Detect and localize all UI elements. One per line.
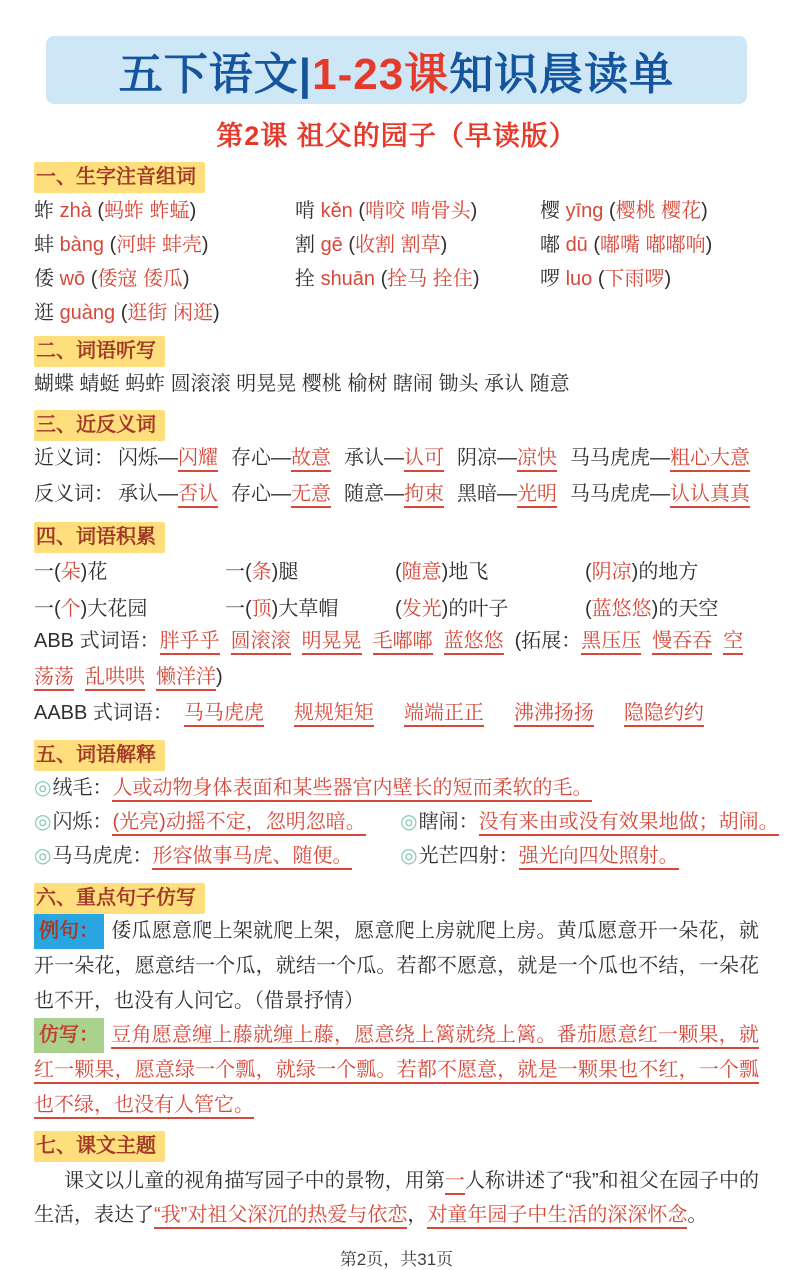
text-segment: )大花园 [80, 597, 148, 620]
quantifier-answer: 条 [251, 560, 272, 583]
zhuyin-entry [295, 231, 540, 259]
text-segment: ) [216, 665, 223, 688]
word-pair [570, 483, 750, 505]
quantifier-cell [585, 558, 759, 586]
zhuyin-pinyin: guàng [59, 302, 121, 324]
circle-bullet-icon: ◎ [34, 845, 52, 868]
title-segment-1: 五下语文| [118, 50, 313, 99]
text-segment: )地飞 [441, 560, 489, 583]
zhuyin-character: 啰 [540, 268, 566, 290]
definition-text: 没有来由或没有效果地做；胡闹。 [479, 811, 779, 836]
circle-bullet-icon: ◎ [400, 810, 418, 833]
pair-word-left: 承认— [344, 447, 404, 470]
text-segment: ( [395, 597, 402, 620]
zhuyin-character: 蚱 [34, 200, 60, 222]
text-segment: ( [120, 302, 128, 324]
zhuyin-entry [540, 265, 759, 293]
word-pair [457, 483, 557, 505]
text-segment: 一( [34, 560, 61, 583]
abb-word: 毛嘟嘟 [373, 630, 433, 655]
quantifier-cell [585, 595, 759, 623]
abb-expand-word: 乱哄哄 [85, 666, 145, 691]
pair-word-right: 闪耀 [178, 447, 218, 472]
circle-bullet-icon: ◎ [34, 776, 52, 799]
quantifier-cell [395, 558, 585, 586]
text-segment: ( [90, 268, 98, 290]
text-segment: 一( [225, 560, 252, 583]
circle-bullet-icon: ◎ [34, 810, 52, 833]
text-segment: ) [664, 268, 672, 290]
quantifier-answer: 阴凉 [591, 560, 632, 583]
abb-expand-word: 慢吞吞 [652, 630, 712, 655]
theme-paragraph [34, 1164, 759, 1233]
text-segment: )的叶子 [441, 597, 509, 620]
zhuyin-pinyin: zhà [59, 200, 98, 222]
word-pair [344, 483, 444, 505]
word-pair [570, 447, 750, 469]
section-heading-jinfan [34, 410, 759, 441]
section-heading-label: 一、生字注音组词 [34, 162, 205, 193]
definition-text: 人或动物身体表面和某些器官内壁长的短而柔软的毛。 [112, 777, 592, 802]
section-heading-fangxie [34, 883, 759, 914]
aabb-word: 端端正正 [404, 702, 484, 727]
synonym-line [34, 441, 759, 477]
imitation-text: 豆角愿意缠上藤就缠上藤，愿意绕上篱就绕上篱。番茄愿意红一颗果，就红一颗果，愿意绿一个瓢，就绿一个瓢。若都不愿意，就是一颗果也不红，一个瓢也不绿，也没有人管它。 [34, 1024, 759, 1119]
text-segment: ( [593, 234, 601, 256]
zhuyin-entry [295, 197, 540, 225]
abb-words-line [34, 623, 759, 695]
zhuyin-pinyin: luo [565, 268, 598, 290]
section-heading-label: 七、课文主题 [34, 1131, 165, 1162]
word-pair [231, 483, 331, 505]
quantifier-answer: 个 [60, 597, 81, 620]
pair-word-right: 认可 [404, 447, 444, 472]
pair-row-label: 近义词： [34, 447, 114, 470]
abb-expand-word: 懒洋洋 [156, 666, 216, 691]
quantifier-cell [34, 595, 225, 623]
zhuyin-words: 嘟嘴 嘟嘟响 [600, 234, 706, 256]
theme-segment: ， [407, 1204, 428, 1227]
quantifier-grid [34, 558, 759, 623]
zhuyin-pinyin: shuān [320, 268, 381, 290]
section-heading-label: 六、重点句子仿写 [34, 883, 205, 914]
zhuyin-character: 嘟 [540, 234, 566, 256]
zhuyin-pinyin: bàng [59, 234, 110, 256]
pair-word-left: 黑暗— [457, 482, 517, 505]
theme-segment: 课文以儿童的视角描写园子中的景物，用第 [64, 1170, 445, 1193]
example-label: 例句： [34, 914, 104, 949]
definition-text: 强光向四处照射。 [519, 845, 679, 870]
section-heading-zhuti [34, 1131, 759, 1162]
synonym-antonym-block [34, 441, 759, 512]
example-sentence [34, 914, 759, 1018]
abb-word: 明晃晃 [302, 630, 362, 655]
pair-word-right: 无意 [291, 483, 331, 508]
pair-word-left: 马马虎虎— [570, 447, 670, 470]
pair-word-right: 故意 [291, 447, 331, 472]
word-pair [118, 483, 218, 505]
zhuyin-words: 下雨啰 [604, 268, 665, 290]
zhuyin-pinyin: yīng [565, 200, 609, 222]
zhuyin-entry [34, 197, 295, 225]
definition-term: 光芒四射： [418, 845, 519, 868]
section-heading-label: 五、词语解释 [34, 740, 165, 771]
quantifier-cell [34, 558, 225, 586]
word-pair [344, 447, 444, 469]
abb-word: 圆滚滚 [231, 630, 291, 655]
definition-text: 形容做事马虎、随便。 [152, 845, 352, 870]
zhuyin-pinyin: wō [59, 268, 91, 290]
definition-term: 闪烁： [52, 810, 113, 833]
page-number: 第2页，共31页 [339, 1249, 454, 1269]
pair-row-label: 反义词： [34, 482, 114, 505]
text-segment: )花 [80, 560, 108, 583]
zhuyin-words: 蚂蚱 蚱蜢 [104, 200, 190, 222]
zhuyin-words: 拴马 拴住 [387, 268, 473, 290]
aabb-words-line [34, 695, 759, 731]
imitation-label: 仿写： [34, 1018, 104, 1053]
section-heading-tingxie [34, 336, 759, 367]
text-segment: ) [201, 234, 209, 256]
text-segment: 一( [34, 597, 61, 620]
definition-row [34, 805, 779, 839]
page-title-banner [46, 36, 747, 104]
definition-term: 瞎闹： [418, 810, 479, 833]
definition-entry [400, 805, 778, 839]
definition-entry [34, 771, 592, 805]
zhuyin-entry [540, 231, 759, 259]
dictation-words: 蝴蝶 蜻蜓 蚂蚱 圆滚滚 明晃晃 樱桃 榆树 瞎闹 锄头 承认 随意 [34, 373, 570, 395]
text-segment: ( [97, 200, 105, 222]
theme-segment: “我”对祖父深沉的热爱与依恋 [154, 1204, 407, 1229]
imitation-sentence [34, 1018, 759, 1122]
zhuyin-character: 蚌 [34, 234, 60, 256]
text-segment: ( [358, 200, 366, 222]
aabb-word: 隐隐约约 [624, 702, 704, 727]
section-heading-jieshi [34, 740, 759, 771]
abb-word: 蓝悠悠 [444, 630, 504, 655]
text-segment: (拓展： [514, 629, 582, 652]
text-segment: )的地方 [631, 560, 699, 583]
text-segment: ) [212, 302, 220, 324]
title-segment-3: 知识晨读单 [449, 50, 675, 99]
zhuyin-words: 倭寇 倭瓜 [97, 268, 183, 290]
word-pair [118, 447, 218, 469]
aabb-word: 沸沸扬扬 [514, 702, 594, 727]
text-segment: ( [380, 268, 388, 290]
pair-word-right: 否认 [178, 483, 218, 508]
title-segment-2: 1-23课 [312, 50, 450, 99]
text-segment: ) [182, 268, 190, 290]
text-segment: ) [470, 200, 478, 222]
word-pair [457, 447, 557, 469]
antonym-line [34, 477, 759, 513]
aabb-word: 马马虎虎 [184, 702, 264, 727]
zhuyin-character: 樱 [540, 200, 566, 222]
definitions-block [34, 771, 779, 874]
pair-word-right: 光明 [517, 483, 557, 508]
quantifier-answer: 随意 [401, 560, 442, 583]
quantifier-answer: 朵 [60, 560, 81, 583]
pair-word-left: 阴凉— [457, 447, 517, 470]
lesson-subtitle: 第2课 祖父的园子（早读版） [216, 121, 577, 151]
theme-segment: 对童年园子中生活的深深怀念 [427, 1204, 687, 1229]
section-heading-label: 三、近反义词 [34, 410, 165, 441]
text-segment: ( [395, 560, 402, 583]
definition-entry [34, 839, 400, 873]
pair-word-right: 拘束 [404, 483, 444, 508]
theme-segment: 人称讲述了“我”和祖父在园子中的生活，表达了 [34, 1170, 760, 1227]
quantifier-answer: 蓝悠悠 [591, 597, 652, 620]
zhuyin-words: 啃咬 啃骨头 [365, 200, 471, 222]
zhuyin-entry [34, 231, 295, 259]
text-segment: )腿 [271, 560, 299, 583]
definition-term: 马马虎虎： [52, 845, 153, 868]
text-segment: ( [585, 597, 592, 620]
abb-word: 胖乎乎 [160, 630, 220, 655]
quantifier-answer: 顶 [251, 597, 272, 620]
text-segment: ( [109, 234, 117, 256]
section-heading-label: 四、词语积累 [34, 522, 165, 553]
abb-expand-word: 黑压压 [581, 630, 641, 655]
text-segment: ) [189, 200, 197, 222]
zhuyin-character: 拴 [295, 268, 321, 290]
section-heading-jilei [34, 522, 759, 553]
zhuyin-entry [34, 299, 295, 327]
zhuyin-character: 逛 [34, 302, 60, 324]
zhuyin-grid [34, 197, 759, 327]
text-segment: ( [585, 560, 592, 583]
text-segment: )大草帽 [271, 597, 339, 620]
pair-word-right: 粗心大意 [670, 447, 750, 472]
definition-row [34, 839, 759, 873]
text-segment: ( [348, 234, 356, 256]
section-heading-zhuyin [34, 162, 759, 193]
theme-segment: 。 [687, 1204, 708, 1227]
text-segment: ) [705, 234, 713, 256]
pair-word-left: 闪烁— [118, 447, 178, 470]
abb-expand-word: 空荡荡 [34, 630, 743, 691]
pair-word-left: 存心— [231, 447, 291, 470]
zhuyin-pinyin: kěn [320, 200, 359, 222]
example-text: 倭瓜愿意爬上架就爬上架，愿意爬上房就爬上房。黄瓜愿意开一朵花，就开一朵花，愿意结一个瓜，就结一个瓜。若都不愿意，就是一个瓜也不结，一朵花也不开，也没有人问它。（借景抒情） [34, 919, 759, 1012]
zhuyin-character: 割 [295, 234, 321, 256]
text-segment: ) [472, 268, 480, 290]
definition-row [34, 771, 759, 805]
definition-text: (光亮)动摇不定，忽明忽暗。 [112, 811, 365, 836]
word-pair [231, 447, 331, 469]
pair-word-right: 认认真真 [670, 483, 750, 508]
text-segment: ( [597, 268, 605, 290]
text-segment: ) [440, 234, 448, 256]
text-segment: ) [701, 200, 708, 222]
text-segment: )的天空 [651, 597, 719, 620]
zhuyin-entry [34, 265, 295, 293]
text-segment: 一( [225, 597, 252, 620]
pair-word-left: 马马虎虎— [570, 482, 670, 505]
pair-word-right: 凉快 [517, 447, 557, 472]
quantifier-cell [225, 558, 395, 586]
zhuyin-character: 倭 [34, 268, 60, 290]
theme-segment: 一 [445, 1170, 465, 1195]
zhuyin-words: 樱桃 樱花 [615, 200, 702, 222]
zhuyin-words: 河蚌 蚌壳 [116, 234, 202, 256]
zhuyin-words: 收割 割草 [355, 234, 441, 256]
quantifier-answer: 发光 [401, 597, 442, 620]
definition-term: 绒毛： [52, 776, 113, 799]
quantifier-cell [395, 595, 585, 623]
aabb-word: 规规矩矩 [294, 702, 374, 727]
aabb-label: AABB 式词语： [34, 701, 173, 724]
pair-word-left: 存心— [231, 482, 291, 505]
zhuyin-character: 啃 [295, 200, 321, 222]
text-segment: ( [608, 200, 616, 222]
definition-entry [34, 805, 400, 839]
zhuyin-words: 逛街 闲逛 [127, 302, 213, 324]
abb-label: ABB 式词语： [34, 629, 160, 652]
pair-word-left: 承认— [118, 482, 178, 505]
zhuyin-entry [540, 197, 759, 225]
zhuyin-pinyin: gē [320, 234, 349, 256]
section-heading-label: 二、词语听写 [34, 336, 165, 367]
zhuyin-pinyin: dū [565, 234, 594, 256]
definition-entry [400, 839, 678, 873]
pair-word-left: 随意— [344, 482, 404, 505]
quantifier-cell [225, 595, 395, 623]
circle-bullet-icon: ◎ [400, 845, 418, 868]
zhuyin-entry [295, 265, 540, 293]
